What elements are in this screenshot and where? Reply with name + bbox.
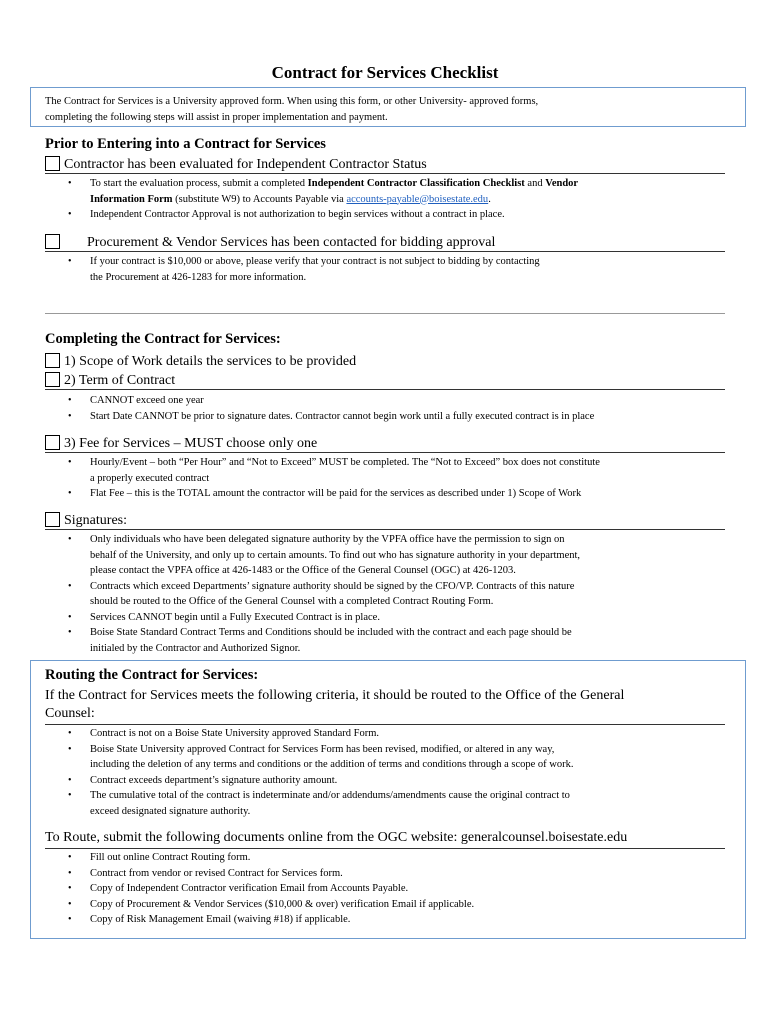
bullet-text: initialed by the Contractor and Authorized Signor. <box>90 642 301 654</box>
contractor-status-checkbox[interactable] <box>45 156 60 171</box>
term-label: 2) Term of Contract <box>64 373 176 388</box>
list-item: • Copy of Procurement & Vendor Services ($10,000 & over) verification Email if applicable. <box>45 897 745 913</box>
list-item <box>45 742 745 773</box>
scope-checkbox[interactable] <box>45 353 60 368</box>
bullet-text: To start the evaluation process, submit a completed <box>90 178 308 189</box>
bullet-text: . <box>488 193 491 205</box>
list-item: • Copy of Risk Management Email (waiving #18) if applicable. <box>45 912 745 928</box>
procurement-checkbox[interactable] <box>45 234 60 249</box>
term-checkbox[interactable] <box>45 372 60 387</box>
vendor-form-name-part2: Information Form <box>90 193 173 205</box>
intro-box <box>30 87 746 127</box>
contractor-status-item[interactable] <box>45 155 725 174</box>
signatures-checkbox[interactable] <box>45 512 60 527</box>
bullet-text: should be routed to the Office of the General Counsel with a completed Contract Routing Form. <box>90 596 494 607</box>
list-item <box>45 532 745 579</box>
bullet-text: a properly executed contract <box>90 472 210 484</box>
vendor-form-name-part1: Vendor <box>545 178 579 189</box>
bullet-text: The cumulative total of the contract is indeterminate and/or addendums/amendments cause the original contract to <box>90 790 570 801</box>
routing-criteria <box>45 687 725 725</box>
route-submit-heading: To Route, submit the following documents online from the OGC website: generalcounsel.boisestate.edu <box>45 829 725 849</box>
list-item: • Contract exceeds department’s signature authority amount. <box>45 773 745 789</box>
routing-criteria-line: Counsel: <box>45 706 95 721</box>
list-item: • Copy of Independent Contractor verification Email from Accounts Payable. <box>45 881 745 897</box>
list-item: • Contract is not on a Boise State University approved Standard Form. <box>45 726 745 742</box>
list-item <box>45 254 745 285</box>
intro-line-2: completing the following steps will assist in proper implementation and payment. <box>45 111 388 123</box>
bullet-text: If your contract is $10,000 or above, please verify that your contract is not subject to bidding by contacting <box>90 256 540 267</box>
signatures-bullets <box>45 532 745 656</box>
bullet-text: behalf of the University, and only up to certain amounts. To find out who has signature authority in your department, <box>90 549 581 561</box>
bullet-text: including the deletion of any terms and conditions or the addition of terms and conditions through a scope of work. <box>90 759 574 770</box>
section-divider <box>45 313 725 314</box>
bullet-text: Boise State Standard Contract Terms and Conditions should be included with the contract and each page should be <box>90 627 572 638</box>
procurement-bullets <box>45 254 745 285</box>
list-item <box>45 176 745 207</box>
fee-checkbox[interactable] <box>45 435 60 450</box>
procurement-item[interactable] <box>45 233 725 252</box>
route-submit-bullets <box>45 850 745 928</box>
list-item <box>45 788 745 819</box>
term-item[interactable] <box>45 371 725 390</box>
procurement-label: Procurement & Vendor Services has been contacted for bidding approval <box>87 235 496 250</box>
bullet-text: and <box>524 178 546 189</box>
bullet-text: Only individuals who have been delegated signature authority by the VPFA office have the permission to sign on <box>90 534 565 545</box>
routing-criteria-line: If the Contract for Services meets the following criteria, it should be routed to the Office of the General <box>45 688 625 703</box>
bullet-text: the Procurement at 426-1283 for more information. <box>90 271 307 283</box>
fee-label: 3) Fee for Services – MUST choose only one <box>64 436 318 451</box>
scope-item[interactable] <box>45 351 725 370</box>
scope-label: 1) Scope of Work details the services to be provided <box>64 354 357 369</box>
fee-bullets <box>45 455 745 502</box>
fee-item[interactable] <box>45 434 725 453</box>
contractor-status-label: Contractor has been evaluated for Independent Contractor Status <box>64 157 427 172</box>
routing-criteria-bullets <box>45 726 745 819</box>
accounts-payable-email-link[interactable]: accounts-payable@boisestate.edu <box>346 193 489 205</box>
term-bullets <box>45 393 745 424</box>
list-item: • Start Date CANNOT be prior to signature dates. Contractor cannot begin work until a fully executed contract is in place <box>45 409 745 425</box>
completing-heading: Completing the Contract for Services: <box>45 331 281 347</box>
checklist-form-name: Independent Contractor Classification Checklist <box>307 178 525 189</box>
bullet-text: (substitute W9) to Accounts Payable via <box>172 193 347 205</box>
bullet-text: Contracts which exceed Departments’ signature authority should be signed by the CFO/VP. Contracts of this nature <box>90 580 575 592</box>
bullet-text: exceed designated signature authority. <box>90 805 251 817</box>
prior-heading: Prior to Entering into a Contract for Services <box>45 136 326 152</box>
intro-line-1: The Contract for Services is a University approved form. When using this form, or other University- approved forms, <box>45 96 539 107</box>
signatures-item[interactable] <box>45 511 725 530</box>
signatures-label: Signatures: <box>64 513 127 528</box>
list-item: • Independent Contractor Approval is not authorization to begin services without a contract in place. <box>45 207 745 223</box>
contractor-status-bullets <box>45 176 745 223</box>
list-item: • Fill out online Contract Routing form. <box>45 850 745 866</box>
list-item <box>45 455 745 486</box>
list-item: • Services CANNOT begin until a Fully Executed Contract is in place. <box>45 610 745 626</box>
list-item <box>45 579 745 610</box>
list-item: • Flat Fee – this is the TOTAL amount the contractor will be paid for the services as described under 1) Scope of Work <box>45 486 745 502</box>
routing-heading: Routing the Contract for Services: <box>45 667 259 683</box>
page-title: Contract for Services Checklist <box>271 63 499 82</box>
bullet-text: please contact the VPFA office at 426-1483 or the Office of the General Counsel (OGC) at 426-1203. <box>90 565 516 576</box>
bullet-text: Boise State University approved Contract for Services Form has been revised, modified, or altered in any way, <box>90 743 555 755</box>
list-item <box>45 625 745 656</box>
list-item: • Contract from vendor or revised Contract for Services form. <box>45 866 745 882</box>
bullet-text: Hourly/Event – both “Per Hour” and “Not to Exceed” MUST be completed. The “Not to Exceed” box does not constitute <box>90 457 600 468</box>
list-item: • CANNOT exceed one year <box>45 393 745 409</box>
